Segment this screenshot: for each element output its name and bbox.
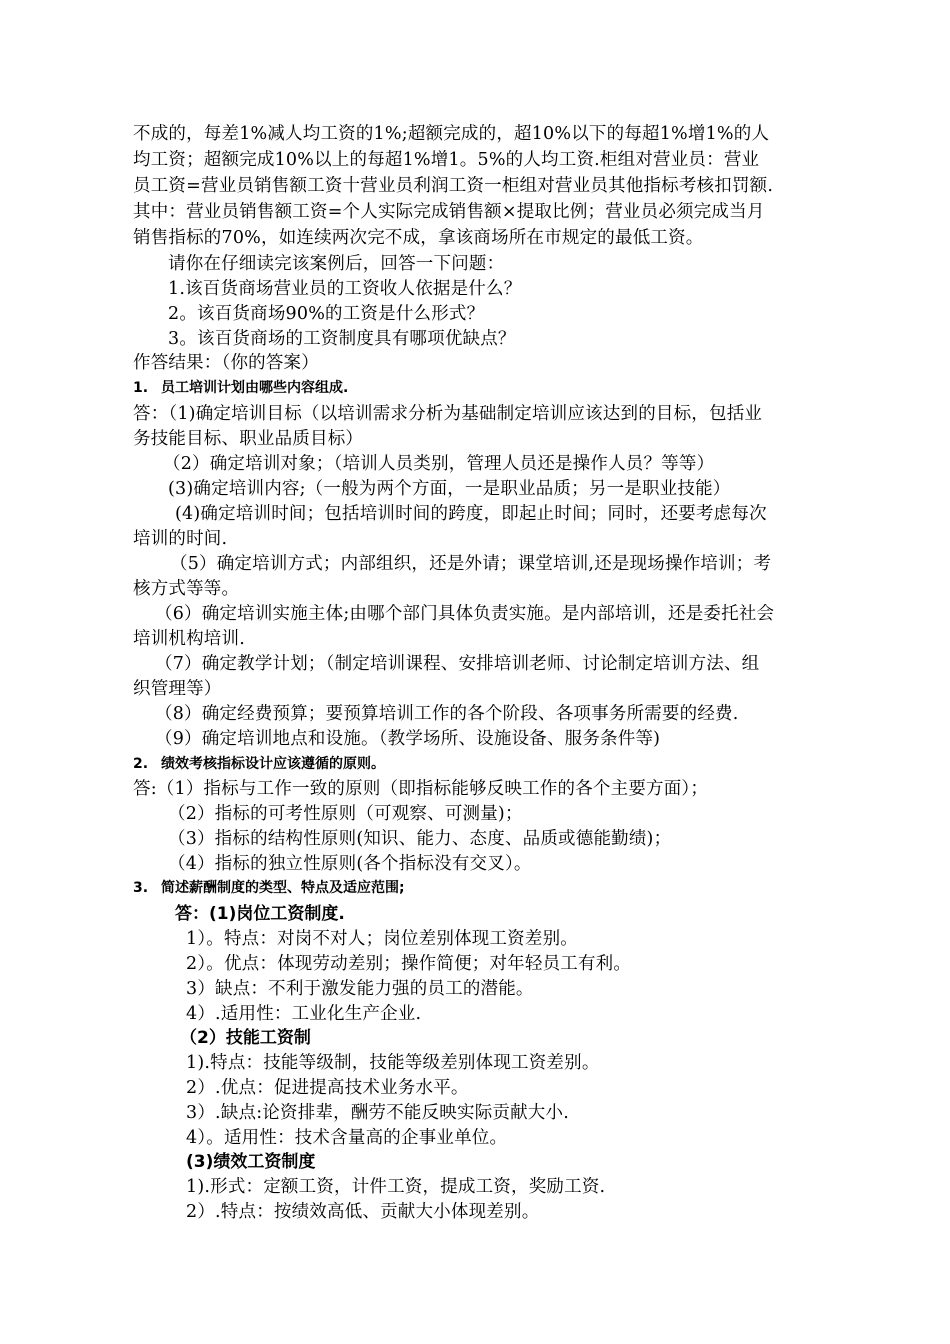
paragraph-line: 销售指标的70%，如连续两次完不成，拿该商场所在市规定的最低工资。 <box>133 228 704 248</box>
question-item: 1.该百货商场营业员的工资收人依据是什么？ <box>168 279 522 299</box>
answer-line: 2）.优点：促进提高技术业务水平。 <box>186 1078 469 1098</box>
paragraph-line: 不成的，每差1%减人均工资的1%;超额完成的，超10%以下的每超1%增1%的人 <box>133 124 770 144</box>
subsection-heading: （2）技能工资制 <box>180 1028 311 1048</box>
answer-line: 3）.缺点:论资排辈，酬劳不能反映实际贡献大小. <box>186 1103 569 1123</box>
section-number: 2. <box>133 756 149 772</box>
answer-line: 织管理等） <box>133 679 222 699</box>
answer-line: （5）确定培训方式；内部组织，还是外请；课堂培训,还是现场操作培训；考 <box>170 554 772 574</box>
answer-line: 务技能目标、职业品质目标） <box>133 429 364 449</box>
paragraph-line: 均工资；超额完成10%以上的每超1%增1。5%的人均工资.柜组对营业员：营业 <box>133 150 760 170</box>
answer-line: （9）确定培训地点和设施。（教学场所、设施设备、服务条件等) <box>155 729 661 749</box>
paragraph-line: 员工资=营业员销售额工资十营业员利润工资一柜组对营业员其他指标考核扣罚额. <box>133 176 774 196</box>
section-heading-3 <box>133 877 405 899</box>
answer-line: 4）.适用性：工业化生产企业. <box>186 1004 422 1024</box>
answer-line: （6）确定培训实施主体;由哪个部门具体负责实施。是内部培训，还是委托社会 <box>155 604 775 624</box>
answer-line: 2）。优点：体现劳动差别；操作简便；对年轻员工有利。 <box>186 954 632 974</box>
answer-line: 核方式等等。 <box>133 579 240 599</box>
answer-line: 2）.特点：按绩效高低、贡献大小体现差别。 <box>186 1202 540 1222</box>
answer-line: 3）缺点：不利于激发能力强的员工的潜能。 <box>186 979 534 999</box>
answer-line: （2）确定培训对象；（培训人员类别，管理人员还是操作人员？等等） <box>163 454 715 474</box>
section-heading-2 <box>133 753 385 775</box>
answer-line: （3）指标的结构性原则(知识、能力、态度、品质或德能勤绩)； <box>168 829 672 849</box>
answer-line: （2）指标的可考性原则（可观察、可测量)； <box>168 804 523 824</box>
answer-line: 答：（1)确定培训目标（以培训需求分析为基础制定培训应该达到的目标，包括业 <box>133 404 763 424</box>
section-number: 1. <box>133 380 149 396</box>
question-item: 2。该百货商场90%的工资是什么形式？ <box>168 304 485 324</box>
section-number: 3. <box>133 880 149 896</box>
subsection-heading: (3)绩效工资制度 <box>186 1152 316 1172</box>
paragraph-line: 其中：营业员销售额工资=个人实际完成销售额×提取比例；营业员必须完成当月 <box>133 202 765 222</box>
answer-line: 答:（1）指标与工作一致的原则（即指标能够反映工作的各个主要方面）； <box>133 779 709 799</box>
answer-line: （8）确定经费预算；要预算培训工作的各个阶段、各项事务所需要的经费. <box>155 704 739 724</box>
section-title: 员工培训计划由哪些内容组成. <box>161 380 349 396</box>
section-title: 简述薪酬制度的类型、特点及适应范围; <box>161 880 405 896</box>
subsection-heading: 答：(1)岗位工资制度. <box>175 904 345 924</box>
answer-line: 培训机构培训. <box>133 629 245 649</box>
answer-result-label: 作答结果：（你的答案） <box>133 353 319 373</box>
answer-line: 1).特点：技能等级制，技能等级差别体现工资差别。 <box>186 1053 600 1073</box>
answer-line: 培训的时间. <box>133 529 228 549</box>
question-prompt: 请你在仔细读完该案例后，回答一下问题： <box>168 254 505 274</box>
question-item: 3。该百货商场的工资制度具有哪项优缺点？ <box>168 329 516 349</box>
answer-line: （4）指标的独立性原则(各个指标没有交叉）。 <box>168 854 532 874</box>
answer-line: 4）。适用性：技术含量高的企事业单位。 <box>186 1128 508 1148</box>
answer-line: 1).形式：定额工资，计件工资，提成工资，奖励工资. <box>186 1177 606 1197</box>
answer-line: (3)确定培训内容;（一般为两个方面，一是职业品质；另一是职业技能） <box>168 479 731 499</box>
answer-line: （7）确定教学计划；（制定培训课程、安排培训老师、讨论制定培训方法、组 <box>155 654 760 674</box>
section-title: 绩效考核指标设计应该遵循的原则。 <box>161 756 385 772</box>
answer-line: (4)确定培训时间；包括培训时间的跨度，即起止时间；同时，还要考虑每次 <box>175 504 767 524</box>
answer-line: 1）。特点：对岗不对人；岗位差别体现工资差别。 <box>186 929 578 949</box>
section-heading-1 <box>133 377 348 399</box>
